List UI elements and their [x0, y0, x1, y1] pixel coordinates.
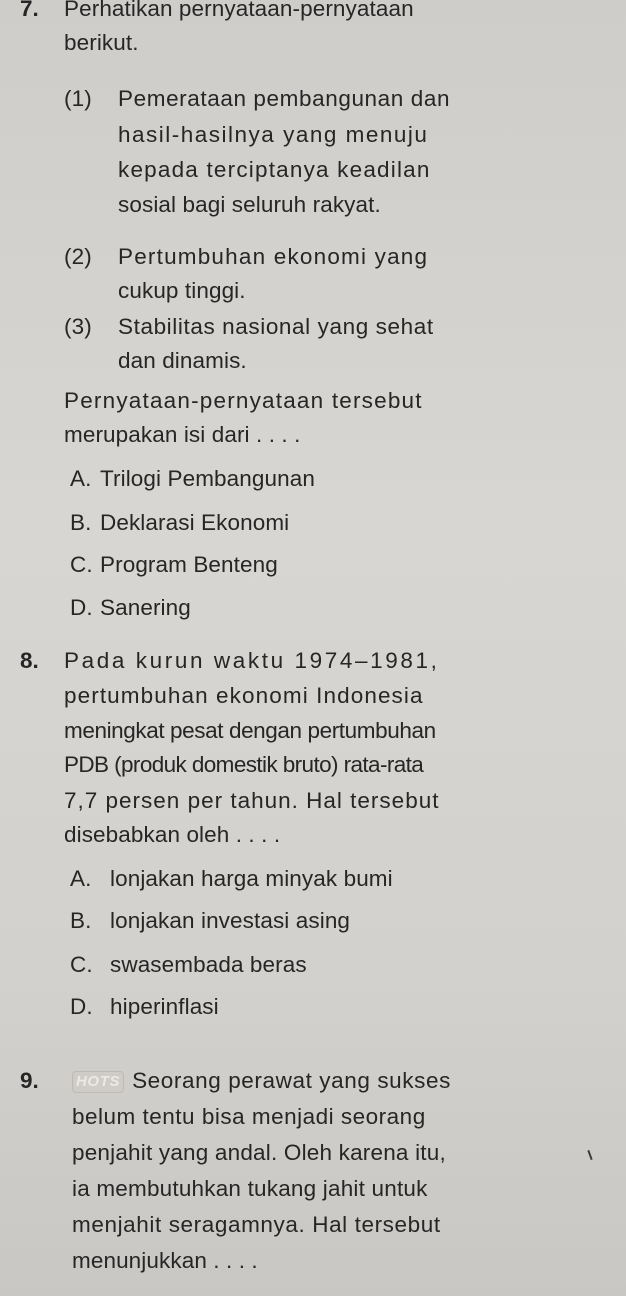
q9-line-1-wrap — [72, 1066, 451, 1096]
q7-option-c[interactable] — [70, 550, 278, 580]
q8-option-d[interactable] — [70, 992, 219, 1022]
q7-stem-line-1: Perhatikan pernyataan-pernyataan — [64, 0, 414, 21]
hots-badge: HOTS — [72, 1071, 124, 1093]
q9-line-4: ia membutuhkan tukang jahit untuk — [72, 1176, 428, 1201]
q9-line-3: penjahit yang andal. Oleh karena itu, — [72, 1140, 446, 1165]
q7-statement-1-line-3: kepada terciptanya keadilan — [118, 157, 431, 182]
q7-option-a[interactable] — [70, 464, 315, 494]
q9-line-1: Seorang perawat yang sukses — [132, 1068, 451, 1093]
q9-number: 9. — [20, 1068, 39, 1093]
q8-line-6: disebabkan oleh . . . . — [64, 822, 281, 847]
q8-line-3: meningkat pesat dengan pertumbuhan — [64, 718, 436, 743]
q7-stem-line-2: berikut. — [64, 30, 139, 55]
q8-line-2: pertumbuhan ekonomi Indonesia — [64, 683, 424, 708]
q7-option-d[interactable] — [70, 593, 191, 623]
q7-statement-2-label: (2) — [64, 244, 92, 269]
q7-option-b[interactable] — [70, 508, 289, 538]
q7-statement-2-line-2: cukup tinggi. — [118, 278, 246, 303]
q8-line-5: 7,7 persen per tahun. Hal tersebut — [64, 788, 440, 813]
q9-line-5: menjahit seragamnya. Hal tersebut — [72, 1212, 441, 1237]
q7-statement-3-label: (3) — [64, 314, 92, 339]
q7-statement-2-line-1: Pertumbuhan ekonomi yang — [118, 244, 429, 269]
q7-number: 7. — [20, 0, 39, 21]
q7-option-c-letter: C. — [70, 552, 93, 577]
q8-line-4: PDB (produk domestik bruto) rata-rata — [64, 752, 424, 777]
q7-statement-1-line-4: sosial bagi seluruh rakyat. — [118, 192, 381, 217]
q8-option-a-letter: A. — [70, 866, 92, 891]
q8-option-b-letter: B. — [70, 908, 92, 933]
q8-option-a-text: lonjakan harga minyak bumi — [110, 866, 393, 891]
q7-option-a-text: Trilogi Pembangunan — [100, 466, 315, 491]
q7-question-line-1: Pernyataan-pernyataan tersebut — [64, 388, 423, 413]
q7-statement-1-line-1: Pemerataan pembangunan dan — [118, 86, 451, 111]
q8-number: 8. — [20, 648, 39, 673]
q8-option-b-text: lonjakan investasi asing — [110, 908, 351, 933]
q7-question-line-2: merupakan isi dari . . . . — [64, 422, 301, 447]
q7-option-a-letter: A. — [70, 466, 92, 491]
q7-option-b-letter: B. — [70, 510, 92, 535]
pen-mark — [587, 1150, 592, 1160]
q7-option-d-text: Sanering — [100, 595, 191, 620]
q8-option-c-text: swasembada beras — [110, 952, 307, 977]
q8-option-b[interactable] — [70, 906, 350, 936]
q7-statement-1-line-2: hasil-hasilnya yang menuju — [118, 122, 429, 147]
q8-line-1: Pada kurun waktu 1974–1981, — [64, 648, 440, 673]
q9-line-2: belum tentu bisa menjadi seorang — [72, 1104, 426, 1129]
q8-option-c-letter: C. — [70, 952, 93, 977]
q8-option-a[interactable] — [70, 864, 393, 894]
q7-statement-1-label: (1) — [64, 86, 92, 111]
q9-line-6: menunjukkan . . . . — [72, 1248, 258, 1273]
q7-option-b-text: Deklarasi Ekonomi — [100, 510, 290, 535]
q8-option-c[interactable] — [70, 950, 307, 980]
q7-statement-3-line-2: dan dinamis. — [118, 348, 247, 373]
q7-option-c-text: Program Benteng — [100, 552, 278, 577]
q7-option-d-letter: D. — [70, 595, 93, 620]
q8-option-d-letter: D. — [70, 994, 93, 1019]
q7-statement-3-line-1: Stabilitas nasional yang sehat — [118, 314, 434, 339]
q8-option-d-text: hiperinflasi — [110, 994, 219, 1019]
